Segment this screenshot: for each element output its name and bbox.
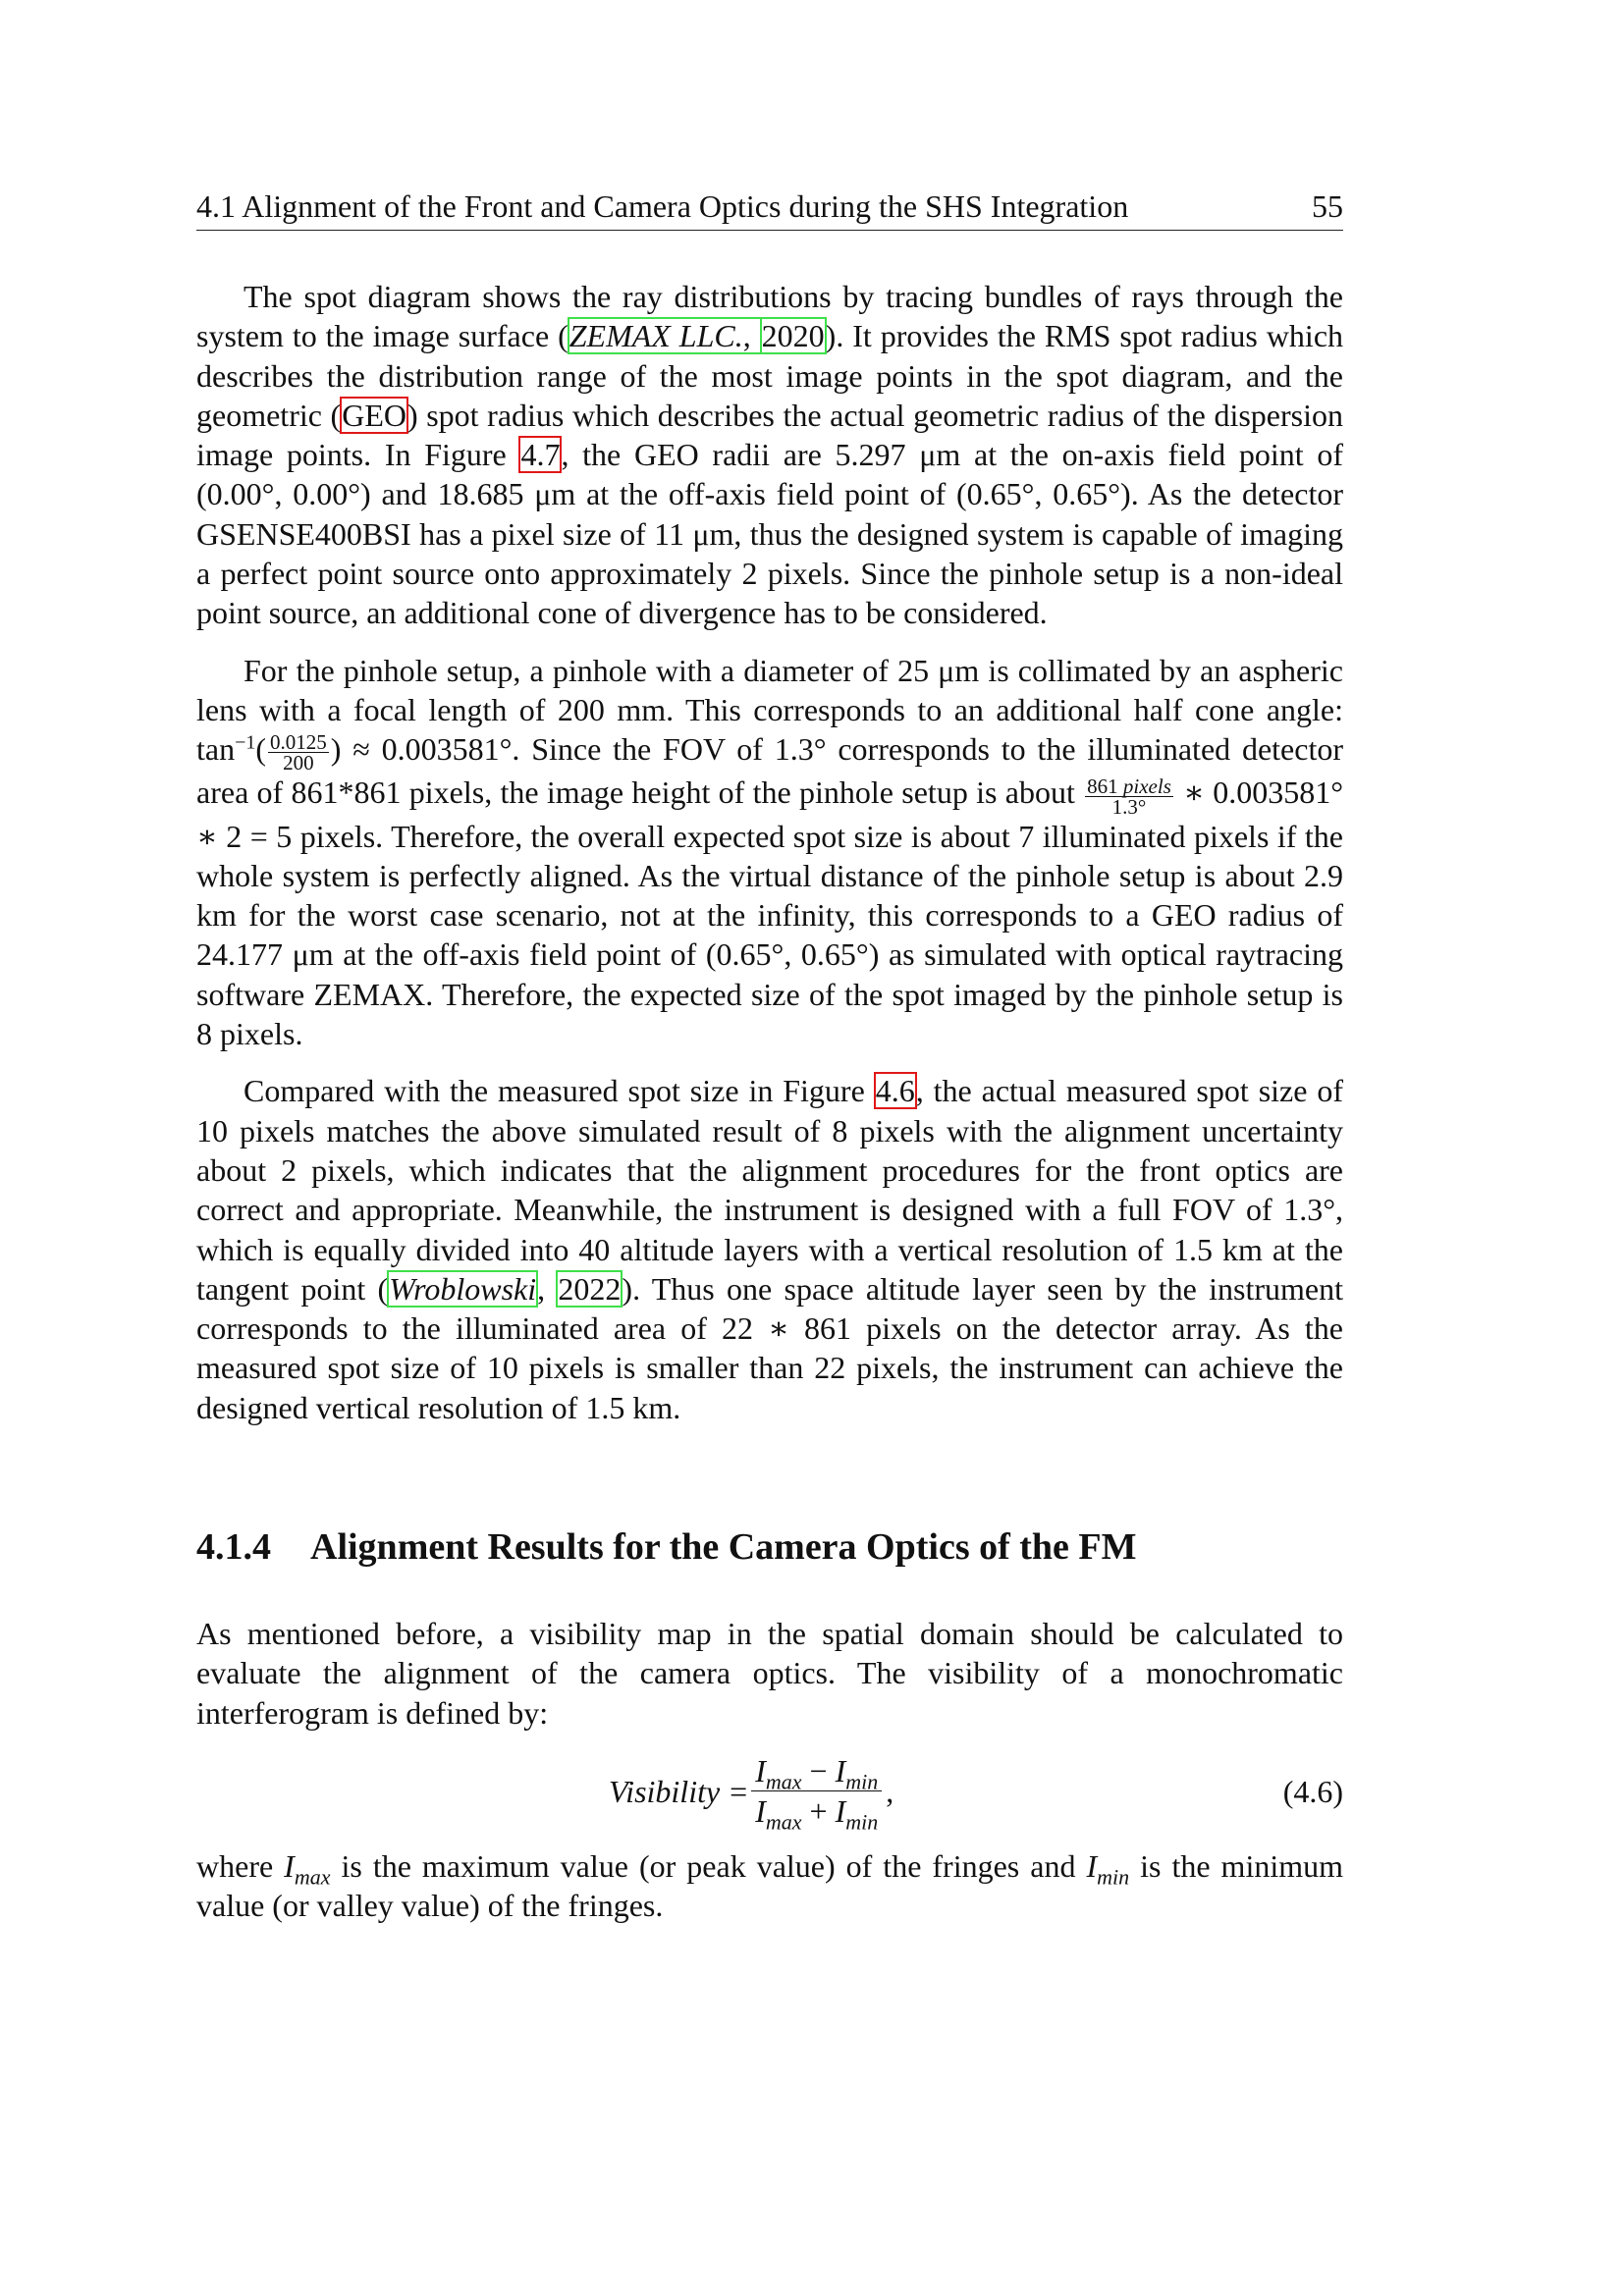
var-sub: min [845,1769,879,1794]
citation-zemax-year[interactable]: 2020 [761,318,825,354]
fraction-denominator: 1.3° [1111,794,1147,819]
equation-visibility [196,1750,1343,1833]
var: I [755,1753,766,1789]
citation-author: ZEMAX LLC. [568,318,743,354]
operator: + [801,1793,836,1830]
text-span: , the actual measured spot size of 10 pixels matches the above simulated result of 8 pixels with the alignment uncertainty about 2 pixels, which indicates that the alignment procedures for the front optics are correct and appropriate. Meanwhile, the instrument is designed with a full FOV of 1.3°, which is equally divided into 40 altitude layers with a vertical resolution of 1.5 km at the tangent point ( [196,1073,1344,1307]
fraction-numerator: 0.0125 [270,730,327,755]
equation-number: (4.6) [1282,1773,1343,1809]
text-span: The spot diagram shows the ray distributions by tracing bundles of rays through the system to the image surface ( [196,279,1343,354]
text-span: ) spot radius which describes the actual geometric radius of the dispersion image points. In Figure [196,397,1344,473]
var-sub: max [765,1809,802,1835]
text-span: is the maximum value (or peak value) of the fringes and [330,1847,1087,1884]
figure-link-4-6[interactable]: 4.6 [875,1073,915,1109]
citation-wroblowski[interactable]: Wroblowski [389,1270,537,1307]
section-title: Alignment Results for the Camera Optics of the FM [310,1526,1137,1569]
citation-wroblowski-year[interactable]: 2022 [558,1270,622,1307]
operator: − [801,1753,836,1789]
page-number: 55 [1312,188,1343,224]
paragraph-imax-imin [196,1846,1343,1926]
equation-body [609,1750,893,1833]
fraction-numerator [1085,776,1173,797]
section-heading [196,1525,1343,1569]
var: I [835,1793,846,1830]
equation-equals: = [730,1773,748,1809]
text-span: , the GEO radii are 5.297 μm at the on-axis field point of (0.00°, 0.00°) and 18.685 μm at the off-axis field point of (0.65°, 0.65°). As the detector GSENSE400BSI has a pixel size of 11 μm, thus the designed system is capable of imaging a perfect point source onto approximately 2 pixels. Since the pinhole setup is a non-ideal point source, an additional cone of divergence has to be considered. [196,437,1344,631]
equation-fraction [751,1751,882,1835]
body-text [196,277,1343,1944]
fraction-unit: pixels [1122,774,1171,798]
var: I [835,1753,846,1789]
fraction-denominator: 200 [283,751,314,775]
text-span: ). It provides the RMS spot radius which describes the distribution range of the most image points in the spot diagram, and the geometric ( [196,318,1344,433]
running-header [196,187,1343,231]
var-sub: max [765,1769,802,1794]
section-number: 4.1.4 [196,1526,271,1569]
citation-zemax[interactable]: ZEMAX LLC., [568,318,760,354]
paragraph-visibility-intro: As mentioned before, a visibility map in the spatial domain should be calculated to evaluate the alignment of the camera optics. The visibility of a monochromatic interferogram is defined by: [196,1616,1343,1731]
tan-exponent: −1 [235,731,256,754]
equation-numerator [751,1751,882,1794]
text-span: is the minimum value (or valley value) of the fringes. [196,1847,1344,1924]
text-span: where [196,1847,285,1884]
paragraph-spot-diagram [196,277,1343,633]
figure-link-4-7[interactable]: 4.7 [520,437,561,473]
fraction-value: 861 [1087,774,1118,798]
var-sub: min [1097,1864,1130,1890]
var: I [755,1793,766,1830]
equation-lhs: Visibility [609,1773,721,1809]
running-title: 4.1 Alignment of the Front and Camera Optics during the SHS Integration [196,188,1129,224]
fraction-half-cone [268,732,329,773]
var: I [1086,1847,1098,1884]
text-span: For the pinhole setup, a pinhole with a diameter of 25 μm is collimated by an aspheric lens with a focal length of 200 mm. This corresponds to an additional half cone angle: tan [196,652,1343,768]
acronym-link-geo[interactable]: GEO [342,397,406,433]
paragraph-measured-spot: Compared with the measured spot size in Figure 4.6, the actual measured spot size of 10 pixels matches the above simulated result of 8 pixels with the alignment uncertainty about 2 pixels, which indicates that the alignment procedures for the front optics are correct and appropriate. Meanwhile, the instrument is designed with a full FOV of 1.3°, which is equally divided into 40 altitude layers with a vertical resolution of 1.5 km at the tangent point (Wroblowski, 2022). Thus one space altitude layer seen by the instrument corresponds to the illuminated area of 22 ∗ 861 pixels on the detector array. As the measured spot size of 10 pixels is smaller than 22 pixels, the instrument can achieve the designed vertical resolution of 1.5 km. [196,1073,1344,1425]
equation-comma: , [886,1773,894,1809]
paragraph-pinhole-setup: For the pinhole setup, a pinhole with a diameter of 25 μm is collimated by an aspheric lens with a focal length of 200 mm. This corresponds to an additional half cone angle: $\tan^{-1}$( $\frac{0.0125}{200}$ ) ≈ 0.003581°. Since the FOV of 1.3° corresponds to the illuminated detector area of 861*861 pixels, the image height of the pinhole setup is about $\frac{\text{861 pixels}}{1.3^\circ}$ ∗ 0.003581° ∗ 2 = 5 pixels. Therefore, the overall expected spot size is about 7 illuminated pixels if the whole system is perfectly aligned. As the virtual distance of the pinhole setup is about 2.9 km for the worst case scenario, not at the infinity, this corresponds to a GEO radius of 24.177 μm at the off-axis field point of (0.65°, 0.65°) as simulated with optical raytracing software ZEMAX. Therefore, the expected size of the spot imaged by the pinhole setup is 8 pixels. [196,652,1344,1052]
fraction-pixels-per-degree [1085,776,1173,817]
equation-denominator [751,1791,882,1835]
text-span: ). Thus one space altitude layer seen by the instrument corresponds to the illuminated area of 22 ∗ 861 pixels on the detector array. As the measured spot size of 10 pixels is smaller than 22 pixels, the instrument can achieve the designed vertical resolution of 1.5 km. [196,1270,1344,1425]
var-sub: min [845,1809,879,1835]
text-span: ∗ 0.003581° ∗ 2 = 5 pixels. Therefore, the overall expected spot size is about 7 illuminated pixels if the whole system is perfectly aligned. As the virtual distance of the pinhole setup is about 2.9 km for the worst case scenario, not at the infinity, this corresponds to a GEO radius of 24.177 μm at the off-axis field point of (0.65°, 0.65°) as simulated with optical raytracing software ZEMAX. Therefore, the expected size of the spot imaged by the pinhole setup is 8 pixels. [196,774,1344,1052]
text-span: ≈ 0.003581°. Since the FOV of 1.3° corresponds to the illuminated detector area of 861*861 pixels, the image height of the pinhole setup is about [196,731,1344,811]
var: I [284,1847,295,1884]
text-span: Compared with the measured spot size in Figure [244,1073,875,1109]
var-sub: max [294,1864,331,1890]
